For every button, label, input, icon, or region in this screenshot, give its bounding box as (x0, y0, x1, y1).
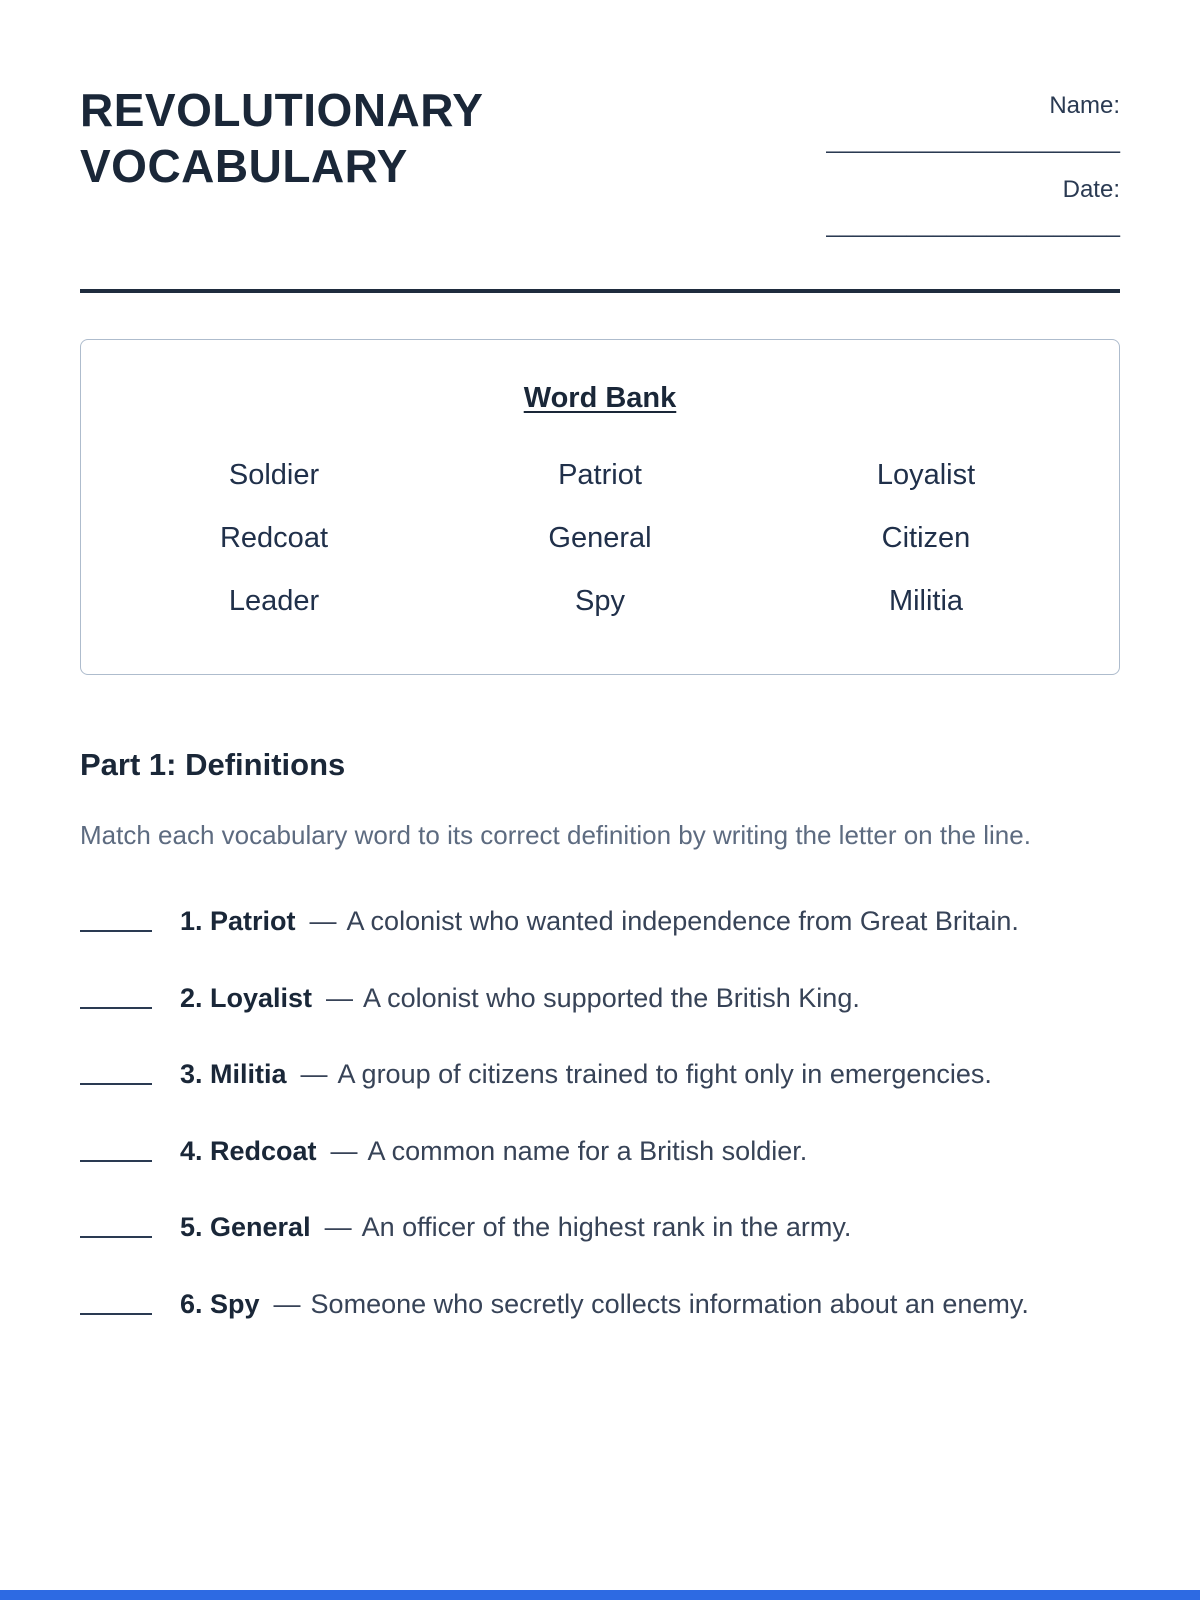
definition-item (80, 1129, 1120, 1174)
header-divider (80, 289, 1120, 293)
answer-blank (80, 1052, 152, 1085)
word-bank-word: General (548, 521, 652, 554)
answer-blank (80, 1282, 152, 1315)
definition-item (80, 1052, 1120, 1097)
word-bank-word: Loyalist (876, 458, 976, 491)
name-blank-line: ______________________ (826, 127, 1120, 154)
part1-instructions: Match each vocabulary word to its correct definition by writing the letter on the line. (80, 819, 1031, 850)
name-label: Name: (1049, 92, 1120, 119)
word-bank-grid (111, 459, 1089, 618)
header (80, 60, 1120, 261)
dash-separator: — (309, 906, 337, 937)
word-bank-word: Soldier (228, 458, 320, 491)
name-date-block (826, 92, 1120, 261)
vocab-term: 3. Militia (180, 1059, 287, 1090)
vocab-term: 4. Redcoat (180, 1135, 317, 1166)
definition-body: Someone who secretly collects information about an enemy. (310, 1288, 1029, 1319)
dash-separator: — (326, 982, 354, 1013)
word-bank-title: Word Bank (523, 381, 677, 414)
definition-text (180, 1282, 1029, 1327)
vocab-term: 1. Patriot (180, 906, 296, 937)
word-bank-word: Militia (888, 584, 964, 617)
definition-item (80, 899, 1120, 944)
date-label: Date: (1062, 176, 1120, 204)
word-bank-word: Redcoat (219, 521, 328, 554)
vocab-term: 2. Loyalist (180, 982, 313, 1013)
dash-separator: — (273, 1288, 301, 1319)
definition-body: A common name for a British soldier. (367, 1135, 808, 1166)
definition-body: A colonist who wanted independence from Great Britain. (346, 906, 1019, 937)
date-blank-line: ______________________ (826, 211, 1120, 239)
definition-body: A colonist who supported the British King. (363, 982, 860, 1013)
part1-heading: Part 1: Definitions (80, 746, 346, 782)
definition-list (80, 899, 1120, 1326)
dash-separator: — (324, 1212, 352, 1243)
definition-item (80, 976, 1120, 1021)
answer-blank (80, 1129, 152, 1162)
bottom-accent-bar (0, 1590, 1200, 1600)
answer-blank (80, 1205, 152, 1238)
dash-separator: — (300, 1059, 328, 1090)
definition-text (180, 1129, 807, 1174)
definition-item (80, 1282, 1120, 1327)
vocab-term: 5. General (180, 1212, 311, 1243)
page-title: REVOLUTIONARY VOCABULARY (80, 84, 483, 193)
word-bank-word: Leader (228, 584, 320, 617)
word-bank-word: Spy (575, 584, 625, 617)
word-bank-box (80, 339, 1120, 675)
definition-body: A group of citizens trained to fight only in emergencies. (337, 1059, 992, 1090)
definition-text (180, 899, 1019, 944)
definition-item (80, 1205, 1120, 1250)
definition-text (180, 1205, 851, 1250)
answer-blank (80, 899, 152, 932)
definition-text (180, 976, 860, 1021)
definition-text (180, 1052, 992, 1097)
word-bank-word: Patriot (558, 458, 642, 491)
definition-body: An officer of the highest rank in the army. (361, 1212, 852, 1243)
word-bank-word: Citizen (881, 521, 971, 554)
vocab-term: 6. Spy (180, 1288, 260, 1319)
answer-blank (80, 976, 152, 1009)
dash-separator: — (330, 1135, 358, 1166)
